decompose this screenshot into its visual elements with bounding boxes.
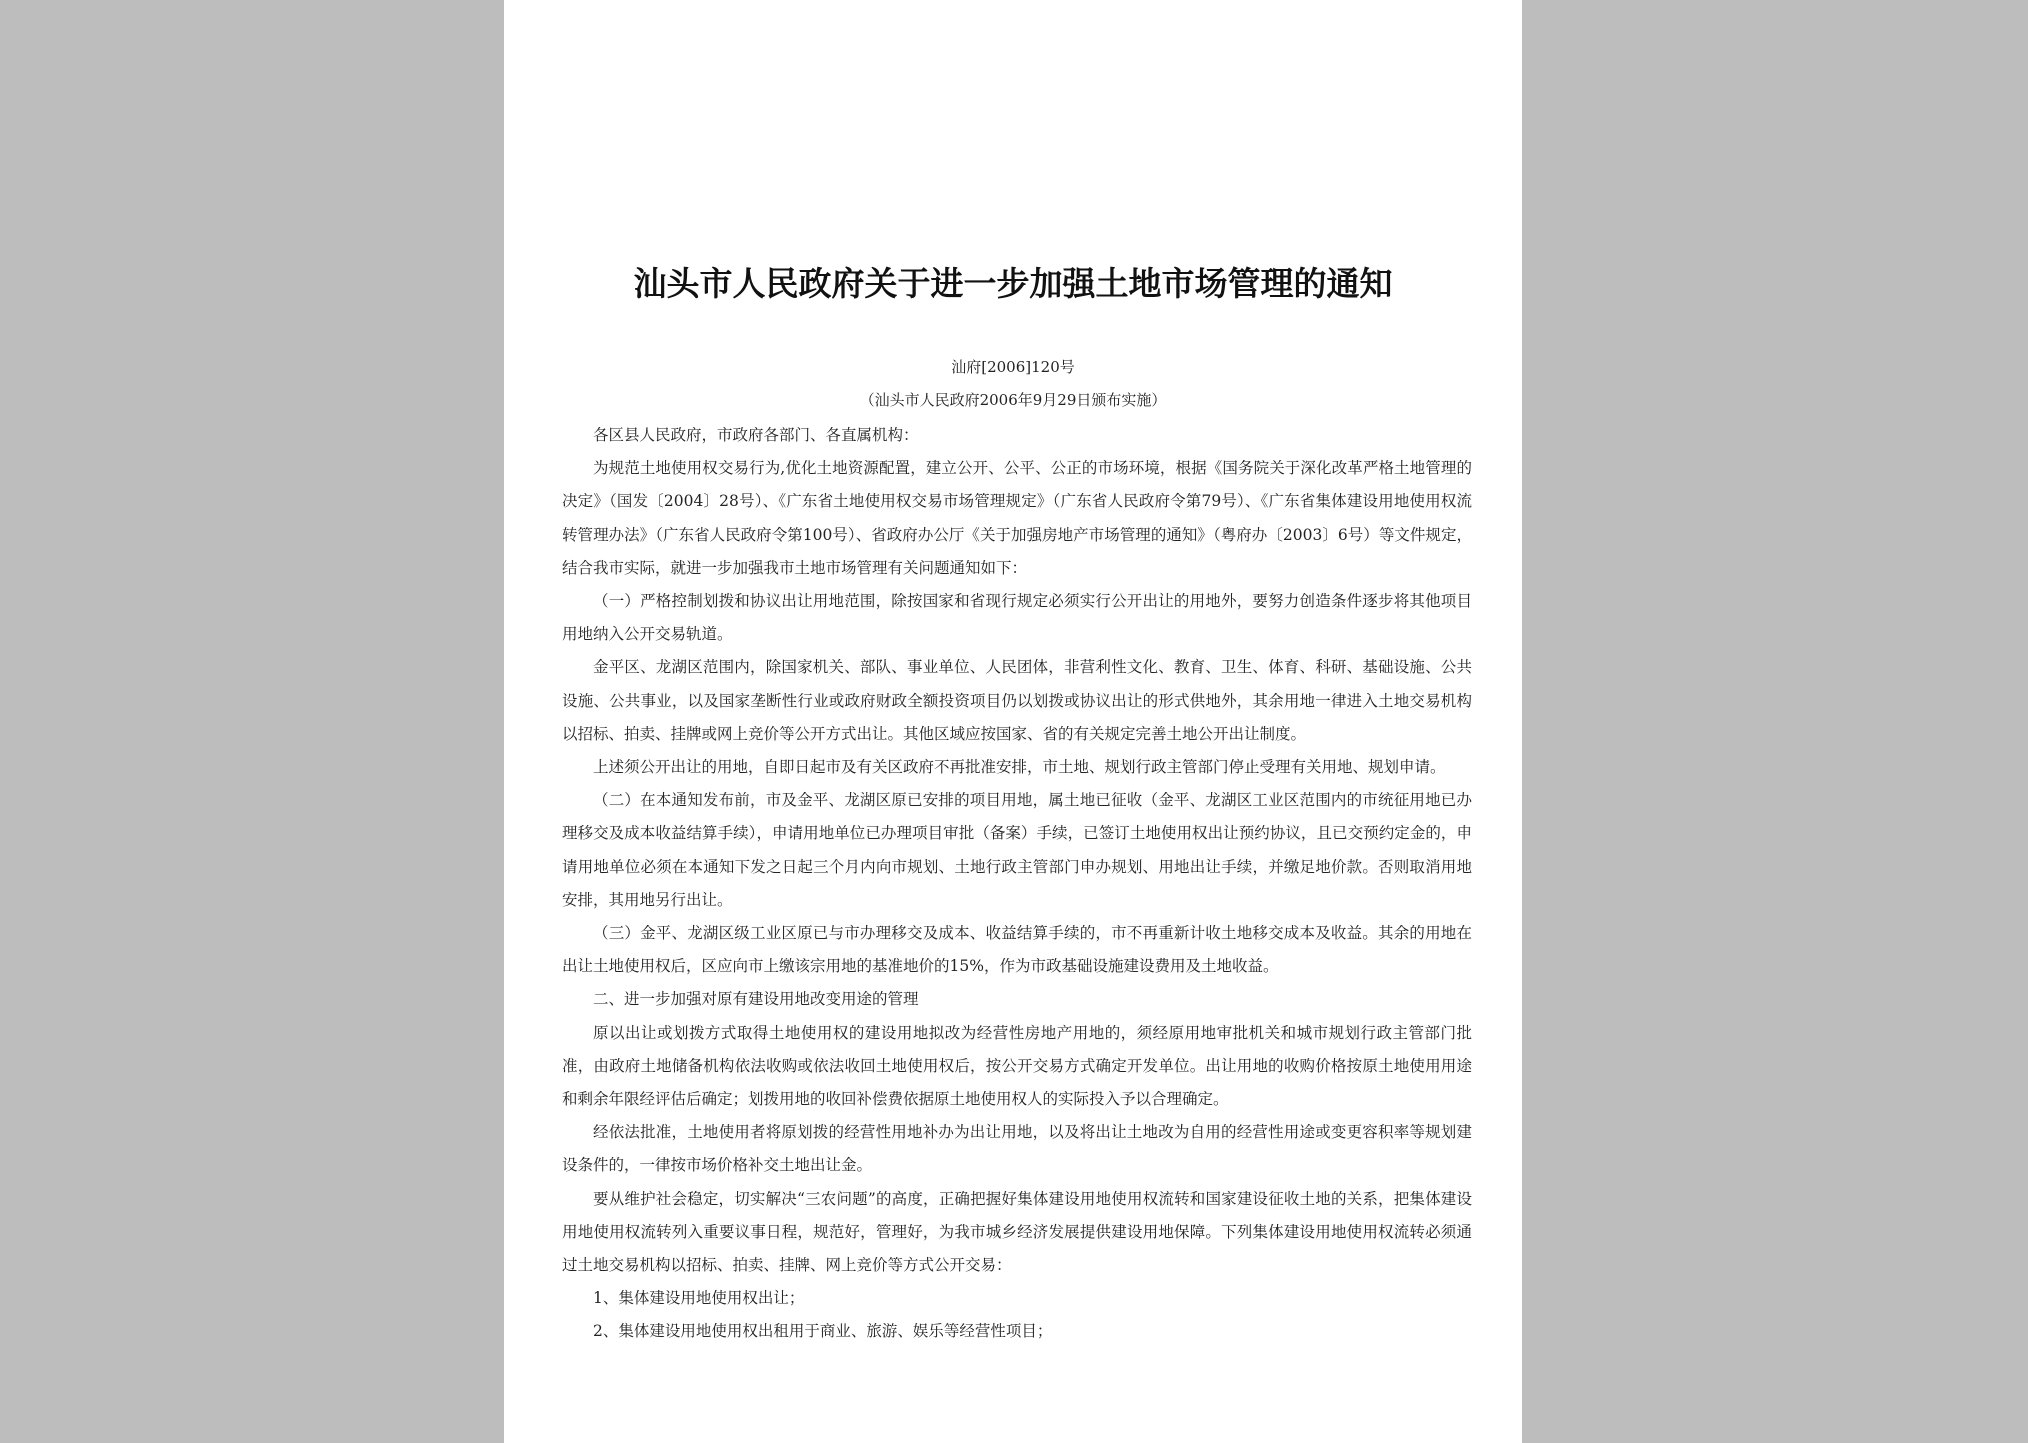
- paragraph: （二）在本通知发布前，市及金平、龙湖区原已安排的项目用地，属土地已征收（金平、龙湖区工业区范围内的市统征用地已办理移交及成本收益结算手续），申请用地单位已办理项目审批（备案）手续，已签订土地使用权出让预约协议，且已交预约定金的，申请用地单位必须在本通知下发之日起三个月内向市规划、土地行政主管部门申办规划、用地出让手续，并缴足地价款。否则取消用地安排，其用地另行出让。: [562, 791, 1472, 909]
- paragraph: 各区县人民政府，市政府各部门、各直属机构：: [593, 426, 919, 444]
- document-number: 汕府[2006]120号: [951, 358, 1075, 376]
- document-body: [562, 419, 1472, 1349]
- document-page: [504, 0, 1522, 1443]
- paragraph: （一）严格控制划拨和协议出让用地范围，除按国家和省现行规定必须实行公开出让的用地外，要努力创造条件逐步将其他项目用地纳入公开交易轨道。: [562, 592, 1472, 644]
- issue-note: （汕头市人民政府2006年9月29日颁布实施）: [859, 391, 1167, 409]
- list-item: 1、集体建设用地使用权出让；: [593, 1289, 805, 1308]
- paragraph: 金平区、龙湖区范围内，除国家机关、部队、事业单位、人民团体，非营利性文化、教育、卫生、体育、科研、基础设施、公共设施、公共事业，以及国家垄断性行业或政府财政全额投资项目仍以划拨或协议出让的形式供地外，其余用地一律进入土地交易机构以招标、拍卖、挂牌或网上竞价等公开方式出让。其他区域应按国家、省的有关规定完善土地公开出让制度。: [562, 658, 1472, 743]
- paragraph: 原以出让或划拨方式取得土地使用权的建设用地拟改为经营性房地产用地的，须经原用地审批机关和城市规划行政主管部门批准，由政府土地储备机构依法收购或依法收回土地使用权后，按公开交易方式确定开发单位。出让用地的收购价格按原土地使用用途和剩余年限经评估后确定；划拨用地的收回补偿费依据原土地使用权人的实际投入予以合理确定。: [562, 1023, 1472, 1109]
- section-heading: 二、进一步加强对原有建设用地改变用途的管理: [593, 990, 919, 1009]
- paragraph: 上述须公开出让的用地，自即日起市及有关区政府不再批准安排，市土地、规划行政主管部门停止受理有关用地、规划申请。: [593, 758, 1446, 777]
- paragraph: 经依法批准，土地使用者将原划拨的经营性用地补办为出让用地，以及将出让土地改为自用的经营性用途或变更容积率等规划建设条件的，一律按市场价格补交土地出让金。: [562, 1123, 1472, 1175]
- list-item: 2、集体建设用地使用权出租用于商业、旅游、娱乐等经营性项目；: [593, 1322, 1053, 1341]
- document-title: 汕头市人民政府关于进一步加强土地市场管理的通知: [633, 264, 1393, 303]
- paragraph: 要从维护社会稳定，切实解决“三农问题”的高度，正确把握好集体建设用地使用权流转和国家建设征收土地的关系，把集体建设用地使用权流转列入重要议事日程，规范好，管理好，为我市城乡经济发展提供建设用地保障。下列集体建设用地使用权流转必须通过土地交易机构以招标、拍卖、挂牌、网上竞价等方式公开交易：: [562, 1189, 1472, 1275]
- paragraph: （三）金平、龙湖区级工业区原已与市办理移交及成本、收益结算手续的，市不再重新计收土地移交成本及收益。其余的用地在出让土地使用权后，区应向市上缴该宗用地的基准地价的15%，作为市政基础设施建设费用及土地收益。: [562, 924, 1472, 976]
- paragraph: 为规范土地使用权交易行为,优化土地资源配置，建立公开、公平、公正的市场环境，根据《国务院关于深化改革严格土地管理的决定》（国发〔2004〕28号）、《广东省土地使用权交易市场管理规定》（广东省人民政府令第79号）、《广东省集体建设用地使用权流转管理办法》（广东省人民政府令第100号）、省政府办公厅《关于加强房地产市场管理的通知》（粤府办〔2003〕6号）等文件规定，结合我市实际，就进一步加强我市土地市场管理有关问题通知如下：: [562, 459, 1472, 577]
